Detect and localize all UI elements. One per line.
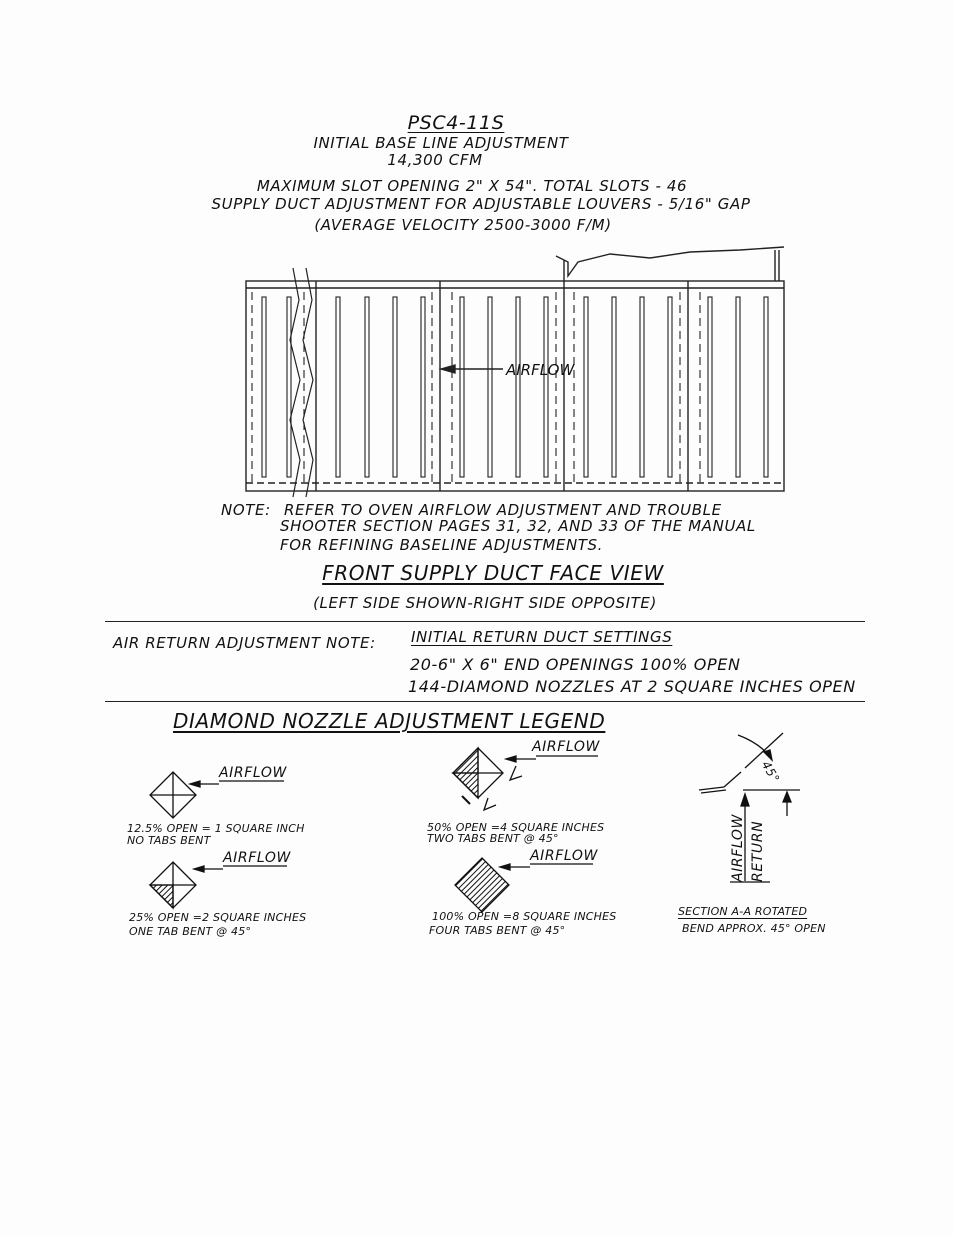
legend-title: DIAMOND NOZZLE ADJUSTMENT LEGEND — [173, 709, 606, 733]
legend-1-line-1: 12.5% OPEN = 1 SQUARE INCH — [127, 822, 305, 835]
header-spec-2: SUPPLY DUCT ADJUSTMENT FOR ADJUSTABLE LOUVERS - 5/16" GAP — [211, 195, 751, 213]
note-label: NOTE: — [221, 501, 271, 519]
legend-4-line-2: FOUR TABS BENT @ 45° — [429, 924, 566, 937]
duct-airflow-label: AIRFLOW — [506, 361, 575, 379]
header-subtitle: INITIAL BASE LINE ADJUSTMENT — [313, 134, 569, 152]
air-return-line-2: 144-DIAMOND NOZZLES AT 2 SQUARE INCHES OPEN — [408, 677, 856, 696]
header-cfm: 14,300 CFM — [387, 151, 483, 169]
section-return-label: RETURN — [750, 820, 766, 882]
air-return-heading: INITIAL RETURN DUCT SETTINGS — [411, 628, 673, 646]
air-return-line-1: 20-6" X 6" END OPENINGS 100% OPEN — [410, 655, 741, 674]
section-subtitle: BEND APPROX. 45° OPEN — [682, 922, 826, 935]
section-angle-label: 45° — [758, 758, 783, 786]
legend-4-airflow: AIRFLOW — [530, 848, 598, 864]
legend-3-line-2: TWO TABS BENT @ 45° — [427, 832, 559, 845]
legend-1-line-2: NO TABS BENT — [127, 834, 211, 847]
note-line-2: SHOOTER SECTION PAGES 31, 32, AND 33 OF THE MANUAL — [280, 517, 756, 535]
legend-3-line-1: 50% OPEN =4 SQUARE INCHES — [427, 821, 605, 834]
legend-3-airflow: AIRFLOW — [532, 739, 600, 755]
legend-4-line-1: 100% OPEN =8 SQUARE INCHES — [432, 910, 617, 923]
note-line-3: FOR REFINING BASELINE ADJUSTMENTS. — [280, 536, 604, 554]
legend-2-airflow: AIRFLOW — [223, 850, 291, 866]
legend-2-line-1: 25% OPEN =2 SQUARE INCHES — [129, 911, 307, 924]
header-spec-1: MAXIMUM SLOT OPENING 2" X 54". TOTAL SLOTS - 46 — [256, 177, 688, 195]
legend-2-line-2: ONE TAB BENT @ 45° — [129, 925, 252, 938]
section-airflow-label: AIRFLOW — [730, 814, 746, 882]
view-title: FRONT SUPPLY DUCT FACE VIEW — [322, 561, 664, 585]
view-subtitle: (LEFT SIDE SHOWN-RIGHT SIDE OPPOSITE) — [313, 594, 657, 612]
section-tab-base — [699, 787, 724, 790]
header-spec-3: (AVERAGE VELOCITY 2500-3000 F/M) — [314, 216, 612, 234]
model-title: PSC4-11S — [407, 112, 505, 134]
legend-1-airflow: AIRFLOW — [219, 765, 287, 781]
note-line-1: REFER TO OVEN AIRFLOW ADJUSTMENT AND TROUBLE — [284, 501, 722, 519]
section-title: SECTION A-A ROTATED — [678, 905, 808, 918]
air-return-label: AIR RETURN ADJUSTMENT NOTE: — [113, 634, 376, 652]
